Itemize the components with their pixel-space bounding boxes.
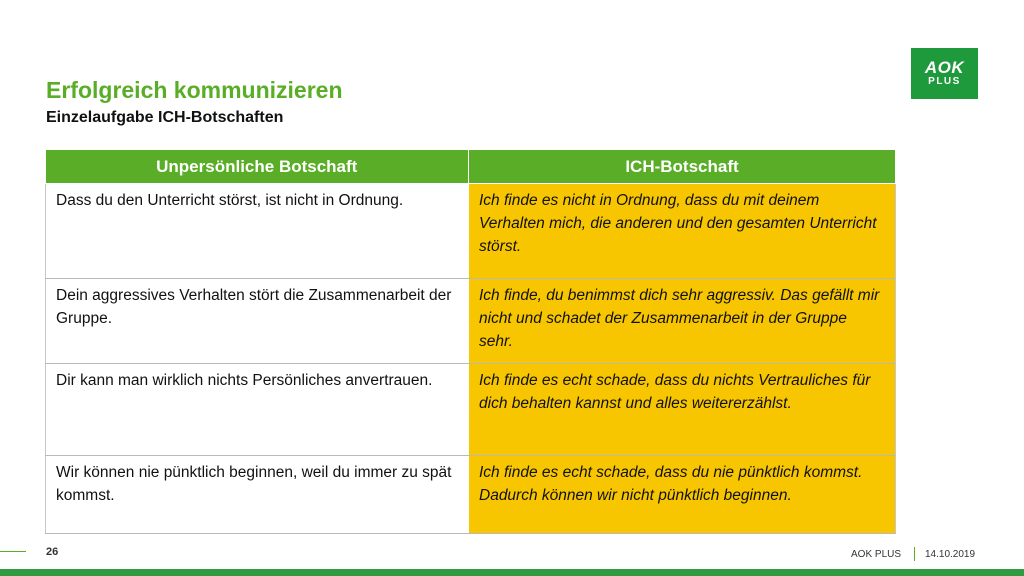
impersonal-message-cell: Wir können nie pünktlich beginnen, weil du immer zu spät kommst. bbox=[46, 456, 469, 534]
table-row bbox=[46, 364, 896, 456]
column-header-ich: ICH-Botschaft bbox=[469, 150, 896, 184]
table-header-row bbox=[46, 150, 896, 184]
message-table bbox=[45, 150, 896, 534]
ich-message-cell: Ich finde, du benimmst dich sehr aggressiv. Das gefällt mir nicht und schadet der Zusammenarbeit in der Gruppe sehr. bbox=[469, 279, 896, 364]
table-row bbox=[46, 456, 896, 534]
page-title: Erfolgreich kommunizieren bbox=[46, 77, 343, 103]
impersonal-message-cell: Dein aggressives Verhalten stört die Zusammenarbeit der Gruppe. bbox=[46, 279, 469, 364]
ich-message-cell: Ich finde es nicht in Ordnung, dass du mit deinem Verhalten mich, die anderen und den gesamten Unterricht störst. bbox=[469, 184, 896, 279]
aok-plus-logo bbox=[911, 48, 978, 99]
column-header-impersonal: Unpersönliche Botschaft bbox=[46, 150, 469, 184]
footer-brand: AOK PLUS bbox=[851, 549, 902, 560]
impersonal-message-cell: Dir kann man wirklich nichts Persönliches anvertrauen. bbox=[46, 364, 469, 456]
page-number: 26 bbox=[46, 546, 59, 558]
bottom-brand-bar bbox=[0, 569, 1024, 576]
footer-divider bbox=[914, 547, 915, 561]
impersonal-message-cell: Dass du den Unterricht störst, ist nicht in Ordnung. bbox=[46, 184, 469, 279]
logo-text-plus: PLUS bbox=[928, 76, 961, 87]
footer-date: 14.10.2019 bbox=[925, 549, 976, 560]
table-row bbox=[46, 184, 896, 279]
table-row bbox=[46, 279, 896, 364]
page-subtitle: Einzelaufgabe ICH-Botschaften bbox=[46, 109, 284, 126]
logo-text-aok: AOK bbox=[924, 58, 965, 77]
footer-accent-line bbox=[0, 551, 26, 552]
ich-message-cell: Ich finde es echt schade, dass du nichts Vertrauliches für dich behalten kannst und alles weitererzählst. bbox=[469, 364, 896, 456]
ich-message-cell: Ich finde es echt schade, dass du nie pünktlich kommst. Dadurch können wir nicht pünktlich beginnen. bbox=[469, 456, 896, 534]
